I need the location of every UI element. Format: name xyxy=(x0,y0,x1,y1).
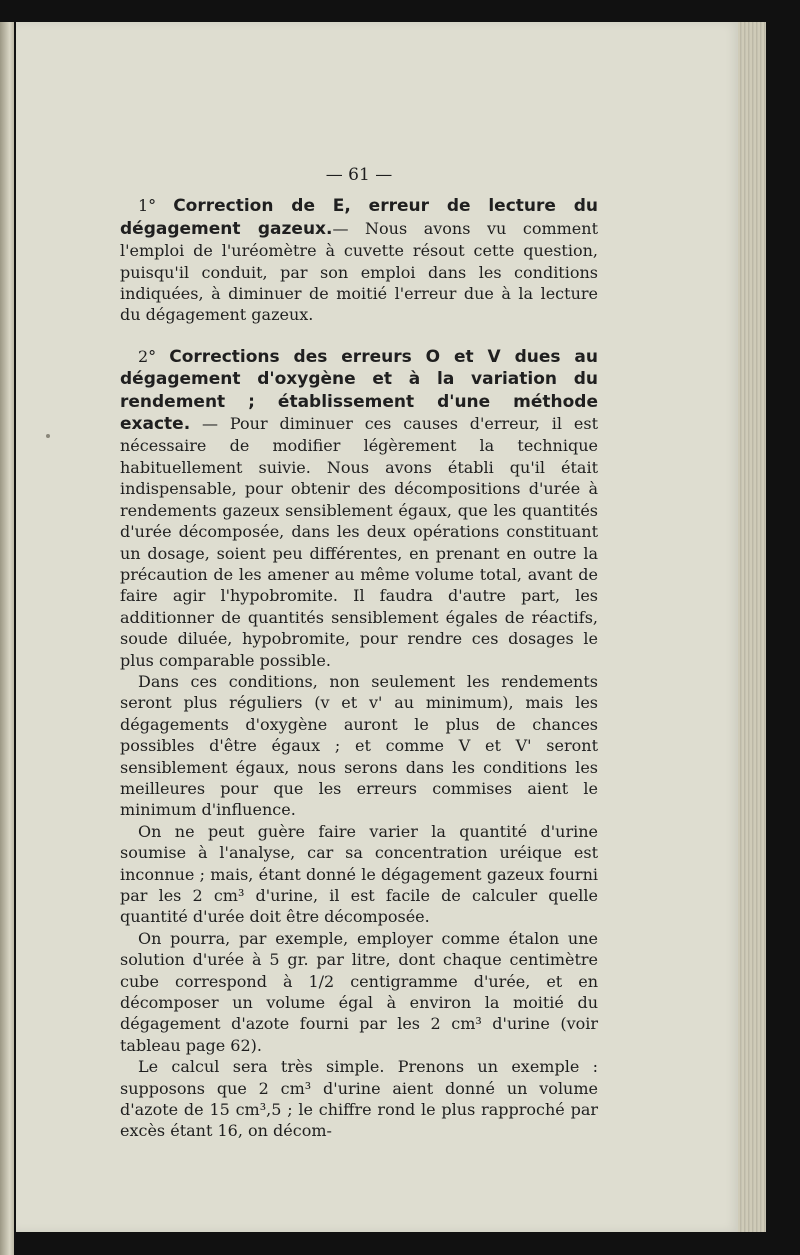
left-page-edge xyxy=(0,22,14,1255)
paragraph: On pourra, par exemple, employer comme étalon une solution d'urée à 5 gr. par litre, dont chaque centimètre cube correspond à 1/2 centigramme d'urée, et en décomposer un volume égal à environ la moitié du dégagement d'azote fourni par les 2 cm³ d'urine (voir tableau page 62). xyxy=(120,928,598,1055)
section-1 xyxy=(120,195,598,325)
section-2-body: — Pour diminuer ces causes d'erreur, il est nécessaire de modifier légèrement la technique habituellement suivie. Nous avons établi qu'il était indispensable, pour obtenir des décompositions d'urée à rendements gazeux sensiblement égaux, que les quantités d'urée décomposée, dans les deux opérations constituant un dosage, soient peu différentes, en prenant en outre la précaution de les amener au même volume total, avant de faire agir l'hypobromite. Il faudra d'autre part, les additionner de quantités sensiblement égales de réactifs, soude diluée, hypobromite, pour rendre ces dosages le plus comparable possible. xyxy=(120,414,599,670)
section-1-body: — Nous avons vu comment l'emploi de l'uréomètre à cuvette résout cette question, puisqu'il conduit, par son emploi dans les conditions indiquées, à diminuer de moitié l'erreur due à la lecture du dégagement gazeux. xyxy=(120,218,598,325)
section-2-number: 2° xyxy=(138,346,157,366)
section-2 xyxy=(120,346,598,671)
paper-speck xyxy=(46,434,50,438)
section-1-title: Correction de E, erreur de lecture du dégagement gazeux. xyxy=(120,196,599,239)
paragraph: On ne peut guère faire varier la quantité d'urine soumise à l'analyse, car sa concentration uréique est inconnue ; mais, étant donné le dégagement gazeux fourni par les 2 cm³ d'urine, il est facile de calculer quelle quantité d'urée doit être décomposée. xyxy=(120,821,598,927)
paragraph: Dans ces conditions, non seulement les rendements seront plus réguliers (v et v' au minimum), mais les dégagements d'oxygène auront le plus de chances possibles d'être égaux ; et comme V et V' seront sensiblement égaux, nous serons dans les conditions les meilleures pour que les erreurs commises aient le minimum d'influence. xyxy=(120,671,598,820)
section-2-title: Corrections des erreurs O et V dues au dégagement d'oxygène et à la variation du rendement ; établissement d'une méthode exacte. xyxy=(120,346,598,435)
page-text xyxy=(120,165,598,1142)
page-edges xyxy=(738,22,766,1232)
section-1-number: 1° xyxy=(138,196,157,216)
paragraph: Le calcul sera très simple. Prenons un exemple : supposons que 2 cm³ d'urine aient donné un volume d'azote de 15 cm³,5 ; le chiffre rond le plus rapproché par excès étant 16, on décom- xyxy=(120,1057,598,1141)
page-number: — 61 — xyxy=(325,165,393,185)
